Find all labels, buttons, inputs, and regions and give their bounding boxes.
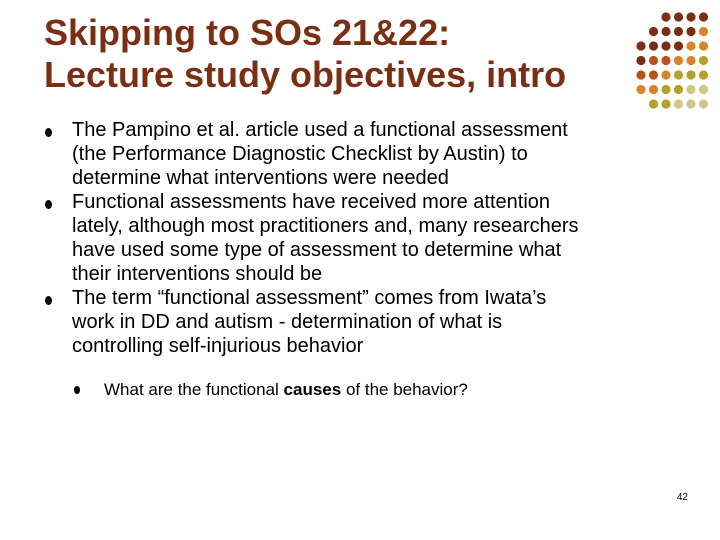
decorative-dot bbox=[661, 12, 670, 21]
sub-bullet-text-before: What are the functional bbox=[104, 380, 284, 399]
title-line-1: Skipping to SOs 21&22: bbox=[44, 12, 451, 53]
decorative-dot bbox=[649, 99, 658, 108]
decorative-dot bbox=[636, 56, 645, 65]
decorative-dot bbox=[699, 56, 708, 65]
decorative-dot bbox=[699, 12, 708, 21]
decorative-dot bbox=[674, 27, 683, 36]
decorative-dot bbox=[661, 41, 670, 50]
decorative-dot bbox=[686, 56, 695, 65]
decorative-dot bbox=[686, 12, 695, 21]
decorative-dot bbox=[636, 70, 645, 79]
decorative-dot bbox=[686, 41, 695, 50]
bullet-line: have used some type of assessment to determine what bbox=[72, 239, 562, 261]
bullet-line: lately, although most practitioners and, many researchers bbox=[72, 215, 579, 237]
decorative-dot bbox=[699, 99, 708, 108]
decorative-dot bbox=[661, 70, 670, 79]
decorative-dot bbox=[649, 85, 658, 94]
sub-bullet-text bbox=[104, 380, 468, 399]
decorative-dot bbox=[674, 41, 683, 50]
slide-title bbox=[44, 12, 624, 96]
sub-bullet-dot-icon bbox=[74, 386, 80, 394]
decorative-dot bbox=[661, 56, 670, 65]
decorative-dot bbox=[674, 12, 683, 21]
decorative-dot bbox=[674, 56, 683, 65]
title-line-2: Lecture study objectives, intro bbox=[44, 54, 567, 95]
bullet-dot-icon bbox=[45, 128, 52, 137]
decorative-dot bbox=[661, 85, 670, 94]
decorative-dot bbox=[674, 70, 683, 79]
bullet-dot-icon bbox=[45, 200, 52, 209]
decorative-dot bbox=[661, 27, 670, 36]
decorative-dot bbox=[699, 85, 708, 94]
decorative-dot bbox=[661, 99, 670, 108]
bullet-text bbox=[72, 286, 664, 358]
decorative-dot bbox=[686, 27, 695, 36]
sub-bullet-item bbox=[72, 380, 664, 400]
decorative-dot bbox=[699, 27, 708, 36]
sub-bullet-emphasis: causes bbox=[283, 380, 342, 399]
bullet-line: The Pampino et al. article used a functional assessment bbox=[72, 119, 568, 141]
decorative-dot bbox=[686, 85, 695, 94]
bullet-line: determine what interventions were needed bbox=[72, 167, 449, 189]
bullet-item bbox=[44, 190, 664, 286]
page-number: 42 bbox=[676, 492, 688, 503]
bullet-line: (the Performance Diagnostic Checklist by Austin) to bbox=[72, 143, 528, 165]
sub-bullet-text-after: of the behavior? bbox=[341, 380, 468, 399]
decorative-dot bbox=[649, 27, 658, 36]
bullet-text bbox=[72, 190, 664, 286]
decorative-dot bbox=[674, 85, 683, 94]
bullet-item bbox=[44, 286, 664, 358]
bullet-text bbox=[72, 118, 664, 190]
decorative-dot bbox=[674, 99, 683, 108]
bullet-line: work in DD and autism - determination of what is bbox=[72, 311, 503, 333]
bullet-line: controlling self-injurious behavior bbox=[72, 335, 364, 357]
bullet-line: Functional assessments have received more attention bbox=[72, 191, 551, 213]
decorative-dot bbox=[699, 41, 708, 50]
bullet-item bbox=[44, 118, 664, 190]
decorative-dot bbox=[636, 41, 645, 50]
decorative-dot bbox=[649, 56, 658, 65]
decorative-dot bbox=[699, 70, 708, 79]
decorative-dot bbox=[686, 99, 695, 108]
decorative-dot bbox=[649, 41, 658, 50]
decorative-dot bbox=[636, 85, 645, 94]
bullet-dot-icon bbox=[45, 296, 52, 305]
decorative-dot bbox=[649, 70, 658, 79]
bullet-list bbox=[44, 118, 664, 400]
decorative-dot bbox=[686, 70, 695, 79]
bullet-line: The term “functional assessment” comes from Iwata’s bbox=[72, 287, 547, 309]
bullet-line: their interventions should be bbox=[72, 263, 323, 285]
